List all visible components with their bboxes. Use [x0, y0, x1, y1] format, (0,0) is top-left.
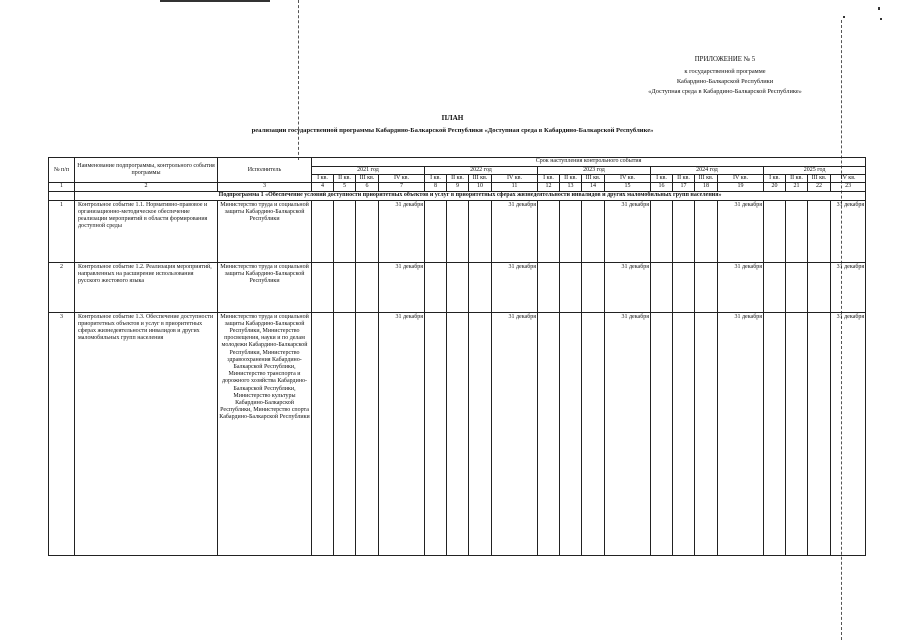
scan-artifact-dot [843, 16, 845, 18]
header-quarter: II кв. [786, 175, 808, 183]
event-deadline: 31 декабря [379, 262, 425, 312]
header-quarter: II кв. [447, 175, 469, 183]
header-quarter: III кв. [695, 175, 718, 183]
header-quarter: II кв. [334, 175, 356, 183]
column-number: 12 [538, 183, 560, 191]
event-deadline: 31 декабря [605, 200, 651, 262]
table-row [49, 200, 866, 262]
header-quarter: I кв. [538, 175, 560, 183]
appendix-line-1: к государственной программе [684, 68, 766, 75]
event-deadline: 31 декабря [605, 312, 651, 555]
column-number: 15 [605, 183, 651, 191]
header-quarter: I кв. [425, 175, 447, 183]
event-deadline: 31 декабря [831, 200, 866, 262]
appendix-line-3: «Доступная среда в Кабардино-Балкарской Республике» [648, 88, 802, 95]
column-number: 17 [673, 183, 695, 191]
event-deadline: 31 декабря [379, 312, 425, 555]
header-quarter: I кв. [312, 175, 334, 183]
event-deadline: 31 декабря [718, 262, 764, 312]
header-num: № п/п [49, 158, 75, 183]
header-quarter: I кв. [651, 175, 673, 183]
header-year-2021: 2021 год [312, 167, 425, 175]
column-number: 18 [695, 183, 718, 191]
header-quarter: IV кв. [605, 175, 651, 183]
appendix-block [595, 55, 855, 97]
appendix-label: ПРИЛОЖЕНИЕ № 5 [694, 56, 756, 63]
fold-line [298, 0, 299, 160]
event-deadline: 31 декабря [379, 200, 425, 262]
event-deadline: 31 декабря [492, 262, 538, 312]
table-row [49, 312, 866, 555]
subprogram-num-cell [49, 191, 75, 200]
scan-artifact-dot [878, 7, 880, 10]
header-year-2024: 2024 год [651, 167, 764, 175]
event-deadline: 31 декабря [492, 312, 538, 555]
column-number: 20 [764, 183, 786, 191]
event-executor: Министерство труда и социальной защиты Кабардино-Балкарской Республики [218, 200, 312, 262]
event-deadline: 31 декабря [605, 262, 651, 312]
header-quarter: I кв. [764, 175, 786, 183]
event-deadline: 31 декабря [831, 312, 866, 555]
event-num: 3 [49, 312, 75, 555]
column-number: 7 [379, 183, 425, 191]
header-quarter: II кв. [673, 175, 695, 183]
header-executor: Исполнитель [218, 158, 312, 183]
event-name: Контрольное событие 1.1. Нормативно-правовое и организационно-методическое обеспечение реализации мероприятий в области формирования доступной среды [75, 200, 218, 262]
header-quarter: IV кв. [718, 175, 764, 183]
column-number: 9 [447, 183, 469, 191]
header-quarter: IV кв. [831, 175, 866, 183]
event-deadline: 31 декабря [831, 262, 866, 312]
header-quarter: II кв. [560, 175, 582, 183]
scan-artifact-top [160, 0, 270, 2]
header-quarter: III кв. [808, 175, 831, 183]
column-number: 21 [786, 183, 808, 191]
header-quarter: III кв. [356, 175, 379, 183]
column-number: 8 [425, 183, 447, 191]
column-number: 11 [492, 183, 538, 191]
plan-table [48, 157, 866, 556]
column-number: 23 [831, 183, 866, 191]
header-year-2023: 2023 год [538, 167, 651, 175]
column-number: 13 [560, 183, 582, 191]
column-number: 14 [582, 183, 605, 191]
event-num: 1 [49, 200, 75, 262]
column-number: 1 [49, 183, 75, 191]
column-number: 19 [718, 183, 764, 191]
column-number: 6 [356, 183, 379, 191]
header-year-2022: 2022 год [425, 167, 538, 175]
header-quarter: III кв. [582, 175, 605, 183]
event-executor: Министерство труда и социальной защиты Кабардино-Балкарской Республики [218, 262, 312, 312]
column-number: 3 [218, 183, 312, 191]
column-number: 5 [334, 183, 356, 191]
event-num: 2 [49, 262, 75, 312]
document-subtitle: реализации государственной программы Кабардино-Балкарской Республики «Доступная среда в Кабардино-Балкарской Республике» [251, 127, 654, 134]
event-deadline: 31 декабря [718, 312, 764, 555]
document-title: ПЛАН [441, 114, 464, 122]
column-number: 16 [651, 183, 673, 191]
column-number: 22 [808, 183, 831, 191]
header-year-2025: 2025 год [764, 167, 866, 175]
event-executor: Министерство труда и социальной защиты Кабардино-Балкарской Республики, Министерство просвещения, науки и по делам молодежи Кабардино-Балкарской Республики, Министерство здравоохранения Кабардино-Балкарской Республики, Министерство транспорта и дорожного хозяйства Кабардино-Балкарской Республики, Министерство культуры Кабардино-Балкарской Республики, Министерство спорта Кабардино-Балкарской Республики [218, 312, 312, 555]
scan-artifact-dot [880, 18, 882, 20]
table-row [49, 262, 866, 312]
event-name: Контрольное событие 1.3. Обеспечение доступности приоритетных объектов и услуг в приоритетных сферах жизнедеятельности инвалидов и других маломобильных групп населения [75, 312, 218, 555]
appendix-line-2: Кабардино-Балкарской Республики [676, 78, 774, 85]
event-deadline: 31 декабря [492, 200, 538, 262]
header-quarter: IV кв. [492, 175, 538, 183]
event-deadline: 31 декабря [718, 200, 764, 262]
column-number: 10 [469, 183, 492, 191]
header-quarter: IV кв. [379, 175, 425, 183]
column-number: 2 [75, 183, 218, 191]
subprogram-title: Подпрограмма 1 «Обеспечение условий доступности приоритетных объектов и услуг в приоритетных сферах жизнедеятельности инвалидов и других маломобильных групп населения» [75, 191, 866, 200]
header-name: Наименование подпрограммы, контрольного события программы [75, 158, 218, 183]
header-deadline: Срок наступления контрольного события [312, 158, 866, 167]
event-name: Контрольное событие 1.2. Реализация мероприятий, направленных на расширение использования русского жестового языка [75, 262, 218, 312]
header-quarter: III кв. [469, 175, 492, 183]
column-number: 4 [312, 183, 334, 191]
